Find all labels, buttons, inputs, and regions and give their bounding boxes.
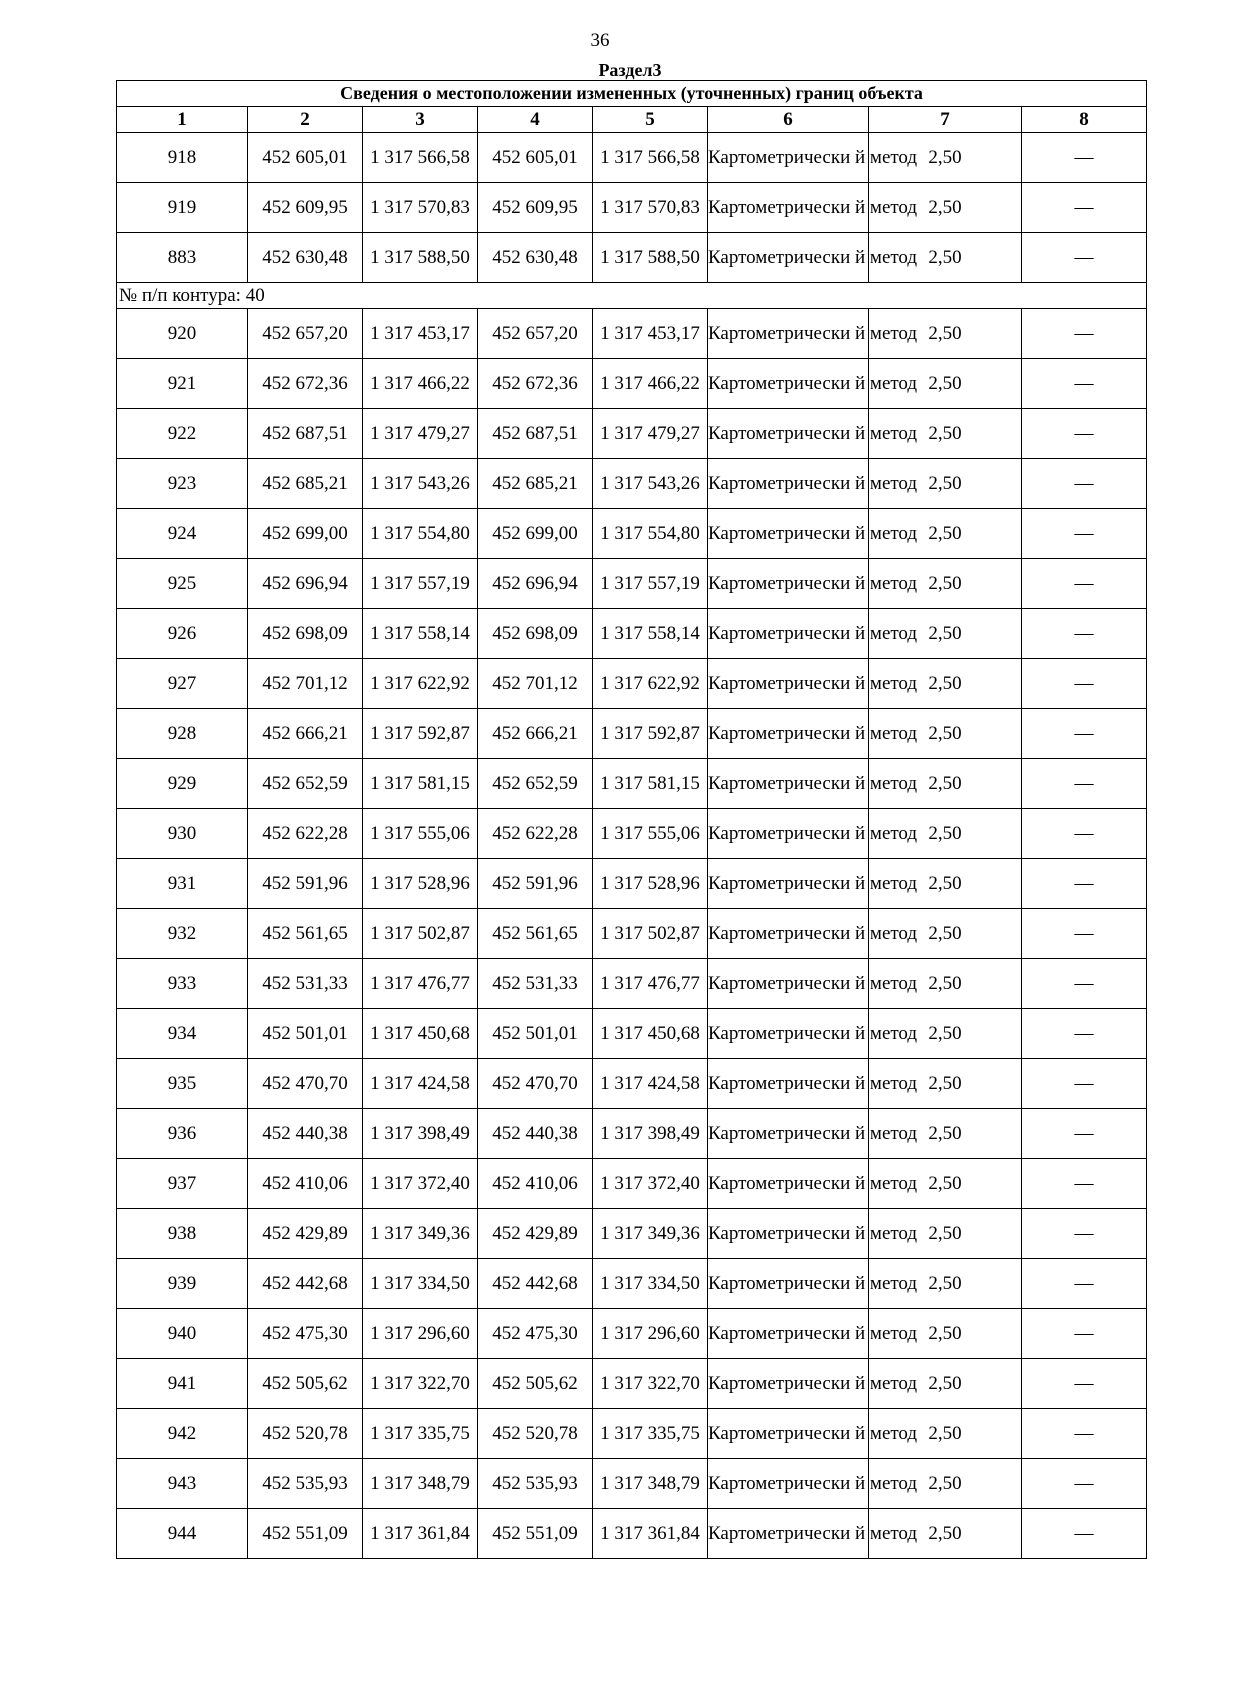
y-coordinate-cell: 1 317 335,75 [593,1409,708,1459]
x-coordinate-cell: 452 501,01 [478,1009,593,1059]
method-cell: Картометрически й метод [708,609,869,659]
table-row [117,809,1147,859]
y-coordinate-cell: 1 317 502,87 [593,909,708,959]
table-row [117,1459,1147,1509]
y-coordinate-cell: 1 317 588,50 [593,233,708,283]
point-number-cell: 924 [117,509,248,559]
table-row [117,183,1147,233]
point-number-cell: 931 [117,859,248,909]
y-coordinate-cell: 1 317 502,87 [363,909,478,959]
point-number-cell: 942 [117,1409,248,1459]
y-coordinate-cell: 1 317 622,92 [593,659,708,709]
description-cell: — [1022,1409,1147,1459]
accuracy-cell: 2,50 [869,1509,1022,1559]
y-coordinate-cell: 1 317 581,15 [363,759,478,809]
table-row [117,509,1147,559]
y-coordinate-cell: 1 317 466,22 [593,359,708,409]
x-coordinate-cell: 452 475,30 [248,1309,363,1359]
x-coordinate-cell: 452 685,21 [478,459,593,509]
method-cell: Картометрически й метод [708,709,869,759]
column-number-header: 1 [117,107,248,133]
table-row [117,709,1147,759]
method-cell: Картометрически й метод [708,1359,869,1409]
method-cell: Картометрически й метод [708,759,869,809]
y-coordinate-cell: 1 317 622,92 [363,659,478,709]
x-coordinate-cell: 452 591,96 [478,859,593,909]
point-number-cell: 928 [117,709,248,759]
x-coordinate-cell: 452 622,28 [478,809,593,859]
point-number-cell: 935 [117,1059,248,1109]
method-cell: Картометрически й метод [708,233,869,283]
description-cell: — [1022,133,1147,183]
point-number-cell: 883 [117,233,248,283]
table-row [117,1059,1147,1109]
y-coordinate-cell: 1 317 322,70 [593,1359,708,1409]
x-coordinate-cell: 452 657,20 [248,309,363,359]
table-row [117,1309,1147,1359]
table-row [117,959,1147,1009]
y-coordinate-cell: 1 317 570,83 [363,183,478,233]
x-coordinate-cell: 452 666,21 [478,709,593,759]
y-coordinate-cell: 1 317 555,06 [593,809,708,859]
x-coordinate-cell: 452 429,89 [248,1209,363,1259]
x-coordinate-cell: 452 505,62 [248,1359,363,1409]
y-coordinate-cell: 1 317 479,27 [363,409,478,459]
y-coordinate-cell: 1 317 557,19 [363,559,478,609]
description-cell: — [1022,609,1147,659]
accuracy-cell: 2,50 [869,609,1022,659]
accuracy-cell: 2,50 [869,1059,1022,1109]
table-caption: Сведения о местоположении измененных (уточненных) границ объекта [117,81,1147,107]
x-coordinate-cell: 452 657,20 [478,309,593,359]
accuracy-cell: 2,50 [869,759,1022,809]
accuracy-cell: 2,50 [869,359,1022,409]
y-coordinate-cell: 1 317 453,17 [363,309,478,359]
table-row [117,1409,1147,1459]
y-coordinate-cell: 1 317 398,49 [363,1109,478,1159]
y-coordinate-cell: 1 317 361,84 [593,1509,708,1559]
table-body [117,133,1147,1559]
table-row [117,1509,1147,1559]
point-number-cell: 926 [117,609,248,659]
accuracy-cell: 2,50 [869,183,1022,233]
table-row [117,1159,1147,1209]
description-cell: — [1022,233,1147,283]
table-row [117,909,1147,959]
y-coordinate-cell: 1 317 566,58 [593,133,708,183]
x-coordinate-cell: 452 505,62 [478,1359,593,1409]
point-number-cell: 934 [117,1009,248,1059]
accuracy-cell: 2,50 [869,659,1022,709]
description-cell: — [1022,1459,1147,1509]
description-cell: — [1022,1009,1147,1059]
accuracy-cell: 2,50 [869,1109,1022,1159]
table-row [117,1109,1147,1159]
description-cell: — [1022,859,1147,909]
y-coordinate-cell: 1 317 543,26 [363,459,478,509]
y-coordinate-cell: 1 317 554,80 [363,509,478,559]
accuracy-cell: 2,50 [869,859,1022,909]
x-coordinate-cell: 452 701,12 [248,659,363,709]
x-coordinate-cell: 452 701,12 [478,659,593,709]
point-number-cell: 932 [117,909,248,959]
y-coordinate-cell: 1 317 450,68 [363,1009,478,1059]
point-number-cell: 938 [117,1209,248,1259]
method-cell: Картометрически й метод [708,1159,869,1209]
x-coordinate-cell: 452 410,06 [478,1159,593,1209]
y-coordinate-cell: 1 317 322,70 [363,1359,478,1409]
y-coordinate-cell: 1 317 466,22 [363,359,478,409]
description-cell: — [1022,809,1147,859]
table-row [117,309,1147,359]
y-coordinate-cell: 1 317 592,87 [363,709,478,759]
description-cell: — [1022,409,1147,459]
section-title: Раздел3 [598,60,662,80]
x-coordinate-cell: 452 475,30 [478,1309,593,1359]
y-coordinate-cell: 1 317 558,14 [363,609,478,659]
method-cell: Картометрически й метод [708,1109,869,1159]
x-coordinate-cell: 452 696,94 [478,559,593,609]
table-row [117,1009,1147,1059]
description-cell: — [1022,909,1147,959]
x-coordinate-cell: 452 531,33 [478,959,593,1009]
description-cell: — [1022,1309,1147,1359]
method-cell: Картометрически й метод [708,509,869,559]
table-row [117,459,1147,509]
accuracy-cell: 2,50 [869,1309,1022,1359]
x-coordinate-cell: 452 440,38 [478,1109,593,1159]
table-row [117,609,1147,659]
y-coordinate-cell: 1 317 476,77 [363,959,478,1009]
method-cell: Картометрически й метод [708,183,869,233]
point-number-cell: 927 [117,659,248,709]
y-coordinate-cell: 1 317 453,17 [593,309,708,359]
y-coordinate-cell: 1 317 566,58 [363,133,478,183]
point-number-cell: 925 [117,559,248,609]
accuracy-cell: 2,50 [869,233,1022,283]
table-row [117,1359,1147,1409]
contour-label: № п/п контура: 40 [117,283,1147,309]
accuracy-cell: 2,50 [869,409,1022,459]
description-cell: — [1022,709,1147,759]
accuracy-cell: 2,50 [869,459,1022,509]
accuracy-cell: 2,50 [869,1209,1022,1259]
x-coordinate-cell: 452 652,59 [478,759,593,809]
method-cell: Картометрически й метод [708,1509,869,1559]
table-row [117,1209,1147,1259]
method-cell: Картометрически й метод [708,1459,869,1509]
x-coordinate-cell: 452 685,21 [248,459,363,509]
x-coordinate-cell: 452 622,28 [248,809,363,859]
table-row [117,359,1147,409]
x-coordinate-cell: 452 520,78 [248,1409,363,1459]
description-cell: — [1022,309,1147,359]
point-number-cell: 943 [117,1459,248,1509]
y-coordinate-cell: 1 317 372,40 [593,1159,708,1209]
method-cell: Картометрически й метод [708,309,869,359]
y-coordinate-cell: 1 317 588,50 [363,233,478,283]
boundary-coordinates-table [116,80,1147,1559]
y-coordinate-cell: 1 317 543,26 [593,459,708,509]
x-coordinate-cell: 452 591,96 [248,859,363,909]
y-coordinate-cell: 1 317 592,87 [593,709,708,759]
column-number-header: 4 [478,107,593,133]
y-coordinate-cell: 1 317 476,77 [593,959,708,1009]
y-coordinate-cell: 1 317 581,15 [593,759,708,809]
description-cell: — [1022,459,1147,509]
x-coordinate-cell: 452 630,48 [248,233,363,283]
point-number-cell: 939 [117,1259,248,1309]
column-number-header: 3 [363,107,478,133]
x-coordinate-cell: 452 630,48 [478,233,593,283]
table-row [117,659,1147,709]
accuracy-cell: 2,50 [869,559,1022,609]
point-number-cell: 936 [117,1109,248,1159]
column-number-row [117,107,1147,133]
x-coordinate-cell: 452 520,78 [478,1409,593,1459]
accuracy-cell: 2,50 [869,309,1022,359]
x-coordinate-cell: 452 696,94 [248,559,363,609]
accuracy-cell: 2,50 [869,709,1022,759]
y-coordinate-cell: 1 317 398,49 [593,1109,708,1159]
accuracy-cell: 2,50 [869,1459,1022,1509]
x-coordinate-cell: 452 687,51 [248,409,363,459]
y-coordinate-cell: 1 317 557,19 [593,559,708,609]
point-number-cell: 919 [117,183,248,233]
table-row [117,859,1147,909]
method-cell: Картометрически й метод [708,1409,869,1459]
y-coordinate-cell: 1 317 558,14 [593,609,708,659]
table-row [117,133,1147,183]
x-coordinate-cell: 452 429,89 [478,1209,593,1259]
x-coordinate-cell: 452 551,09 [248,1509,363,1559]
x-coordinate-cell: 452 698,09 [248,609,363,659]
x-coordinate-cell: 452 605,01 [478,133,593,183]
y-coordinate-cell: 1 317 424,58 [593,1059,708,1109]
method-cell: Картометрически й метод [708,1059,869,1109]
description-cell: — [1022,659,1147,709]
accuracy-cell: 2,50 [869,133,1022,183]
description-cell: — [1022,1359,1147,1409]
y-coordinate-cell: 1 317 296,60 [593,1309,708,1359]
point-number-cell: 933 [117,959,248,1009]
y-coordinate-cell: 1 317 361,84 [363,1509,478,1559]
x-coordinate-cell: 452 698,09 [478,609,593,659]
x-coordinate-cell: 452 440,38 [248,1109,363,1159]
contour-row [117,283,1147,309]
point-number-cell: 941 [117,1359,248,1409]
y-coordinate-cell: 1 317 570,83 [593,183,708,233]
x-coordinate-cell: 452 609,95 [248,183,363,233]
x-coordinate-cell: 452 531,33 [248,959,363,1009]
y-coordinate-cell: 1 317 334,50 [363,1259,478,1309]
description-cell: — [1022,1059,1147,1109]
y-coordinate-cell: 1 317 349,36 [363,1209,478,1259]
accuracy-cell: 2,50 [869,509,1022,559]
column-number-header: 2 [248,107,363,133]
method-cell: Картометрически й метод [708,659,869,709]
description-cell: — [1022,359,1147,409]
x-coordinate-cell: 452 470,70 [478,1059,593,1109]
x-coordinate-cell: 452 652,59 [248,759,363,809]
description-cell: — [1022,509,1147,559]
y-coordinate-cell: 1 317 335,75 [363,1409,478,1459]
table-row [117,759,1147,809]
x-coordinate-cell: 452 561,65 [248,909,363,959]
table-row [117,233,1147,283]
method-cell: Картометрически й метод [708,959,869,1009]
method-cell: Картометрически й метод [708,1309,869,1359]
accuracy-cell: 2,50 [869,809,1022,859]
method-cell: Картометрически й метод [708,359,869,409]
column-number-header: 5 [593,107,708,133]
accuracy-cell: 2,50 [869,1259,1022,1309]
point-number-cell: 937 [117,1159,248,1209]
x-coordinate-cell: 452 672,36 [248,359,363,409]
description-cell: — [1022,959,1147,1009]
y-coordinate-cell: 1 317 334,50 [593,1259,708,1309]
x-coordinate-cell: 452 666,21 [248,709,363,759]
description-cell: — [1022,1109,1147,1159]
method-cell: Картометрически й метод [708,809,869,859]
x-coordinate-cell: 452 699,00 [248,509,363,559]
x-coordinate-cell: 452 470,70 [248,1059,363,1109]
column-number-header: 8 [1022,107,1147,133]
x-coordinate-cell: 452 561,65 [478,909,593,959]
method-cell: Картометрически й метод [708,859,869,909]
x-coordinate-cell: 452 410,06 [248,1159,363,1209]
accuracy-cell: 2,50 [869,1409,1022,1459]
y-coordinate-cell: 1 317 479,27 [593,409,708,459]
y-coordinate-cell: 1 317 296,60 [363,1309,478,1359]
method-cell: Картометрически й метод [708,1259,869,1309]
x-coordinate-cell: 452 672,36 [478,359,593,409]
x-coordinate-cell: 452 501,01 [248,1009,363,1059]
y-coordinate-cell: 1 317 348,79 [593,1459,708,1509]
table-row [117,409,1147,459]
y-coordinate-cell: 1 317 424,58 [363,1059,478,1109]
y-coordinate-cell: 1 317 372,40 [363,1159,478,1209]
y-coordinate-cell: 1 317 348,79 [363,1459,478,1509]
method-cell: Картометрически й метод [708,409,869,459]
y-coordinate-cell: 1 317 528,96 [363,859,478,909]
accuracy-cell: 2,50 [869,1159,1022,1209]
method-cell: Картометрически й метод [708,1009,869,1059]
accuracy-cell: 2,50 [869,909,1022,959]
description-cell: — [1022,1159,1147,1209]
description-cell: — [1022,1259,1147,1309]
description-cell: — [1022,183,1147,233]
x-coordinate-cell: 452 609,95 [478,183,593,233]
x-coordinate-cell: 452 442,68 [248,1259,363,1309]
y-coordinate-cell: 1 317 554,80 [593,509,708,559]
description-cell: — [1022,1209,1147,1259]
accuracy-cell: 2,50 [869,1359,1022,1409]
point-number-cell: 940 [117,1309,248,1359]
point-number-cell: 922 [117,409,248,459]
y-coordinate-cell: 1 317 349,36 [593,1209,708,1259]
y-coordinate-cell: 1 317 450,68 [593,1009,708,1059]
y-coordinate-cell: 1 317 555,06 [363,809,478,859]
x-coordinate-cell: 452 687,51 [478,409,593,459]
method-cell: Картометрически й метод [708,133,869,183]
point-number-cell: 920 [117,309,248,359]
page-number: 36 [590,30,610,51]
description-cell: — [1022,759,1147,809]
description-cell: — [1022,559,1147,609]
method-cell: Картометрически й метод [708,459,869,509]
table-row [117,559,1147,609]
accuracy-cell: 2,50 [869,959,1022,1009]
point-number-cell: 918 [117,133,248,183]
x-coordinate-cell: 452 535,93 [478,1459,593,1509]
x-coordinate-cell: 452 605,01 [248,133,363,183]
point-number-cell: 923 [117,459,248,509]
method-cell: Картометрически й метод [708,909,869,959]
accuracy-cell: 2,50 [869,1009,1022,1059]
method-cell: Картометрически й метод [708,1209,869,1259]
description-cell: — [1022,1509,1147,1559]
x-coordinate-cell: 452 551,09 [478,1509,593,1559]
method-cell: Картометрически й метод [708,559,869,609]
table-row [117,1259,1147,1309]
column-number-header: 6 [708,107,869,133]
point-number-cell: 930 [117,809,248,859]
y-coordinate-cell: 1 317 528,96 [593,859,708,909]
x-coordinate-cell: 452 535,93 [248,1459,363,1509]
column-number-header: 7 [869,107,1022,133]
point-number-cell: 944 [117,1509,248,1559]
x-coordinate-cell: 452 699,00 [478,509,593,559]
point-number-cell: 921 [117,359,248,409]
x-coordinate-cell: 452 442,68 [478,1259,593,1309]
point-number-cell: 929 [117,759,248,809]
